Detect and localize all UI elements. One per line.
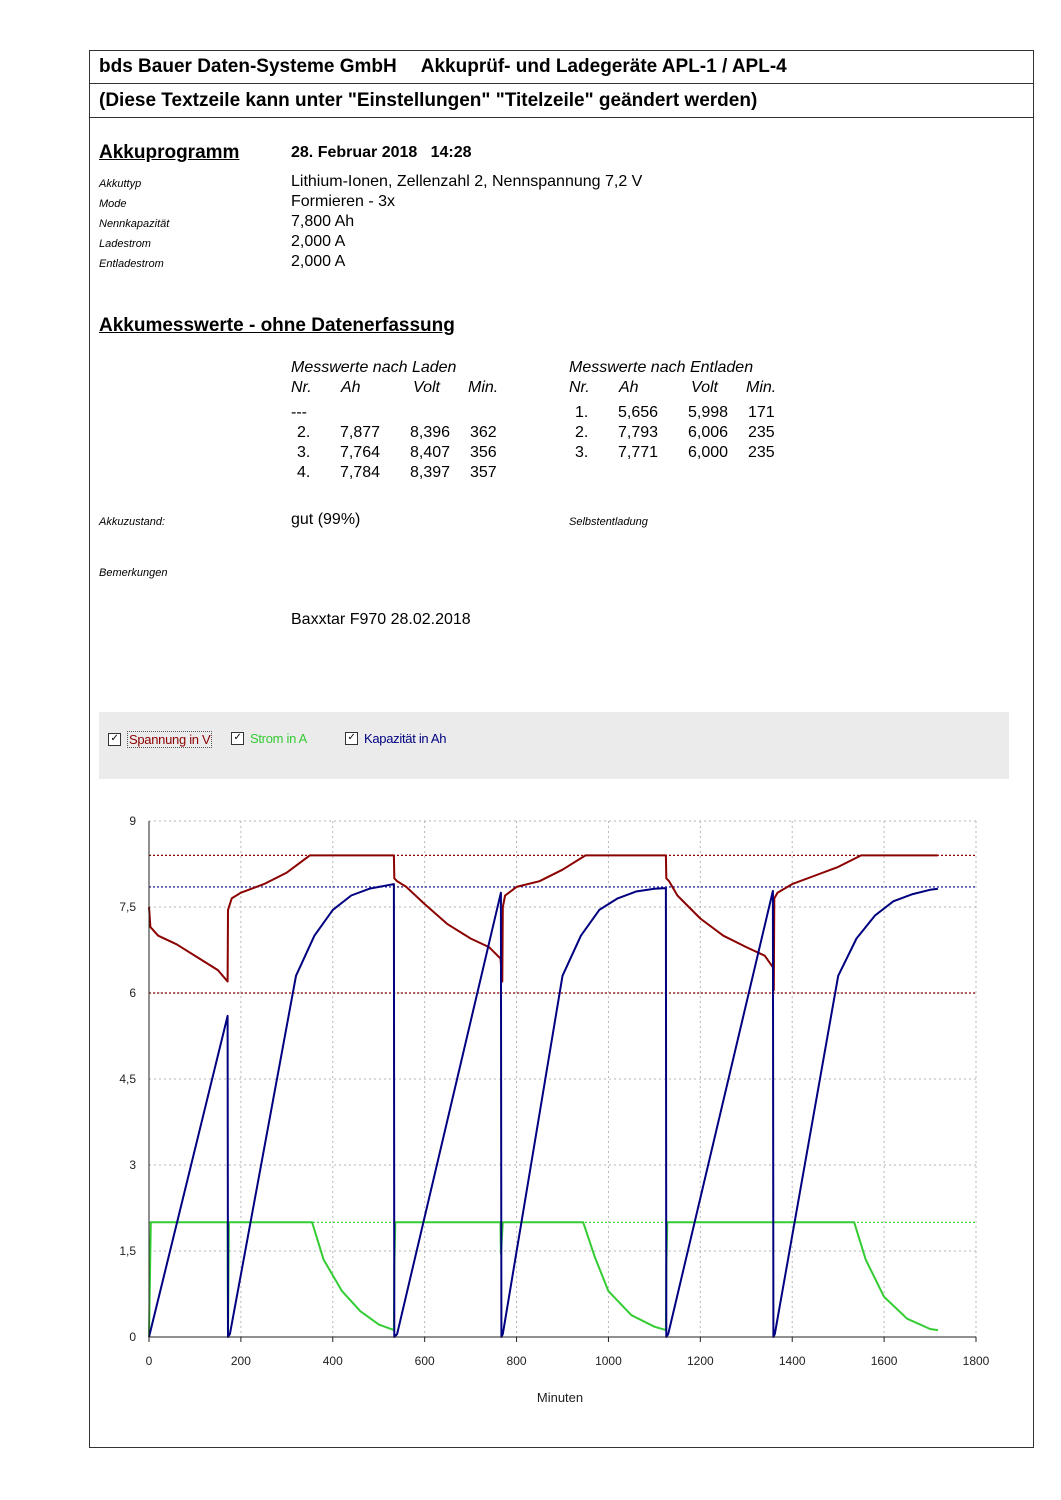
value-nennkapazitaet: 7,800 Ah [291, 213, 355, 230]
label-akkutyp: Akkuttyp [99, 178, 142, 190]
x-tick-label: 400 [322, 1354, 343, 1368]
y-tick-label: 3 [129, 1158, 136, 1172]
x-tick-label: 1000 [595, 1354, 622, 1368]
value-akkutyp: Lithium-Ionen, Zellenzahl 2, Nennspannung 7,2 V [291, 173, 643, 190]
discharge-row-nr: 3. [575, 444, 589, 461]
x-tick-label: 1400 [778, 1354, 806, 1368]
program-datetime: 28. Februar 2018 14:28 [291, 144, 472, 161]
current-checkbox[interactable]: ✓ [231, 732, 244, 745]
voltage-legend-label: Spannung in V [129, 732, 211, 747]
chart-axes [119, 814, 989, 1368]
capacity-legend-label: Kapazität in Ah [364, 731, 447, 746]
charge-row-min: 357 [470, 464, 497, 481]
charge-col-min: Min. [468, 379, 499, 396]
legend-voltage[interactable] [108, 731, 212, 748]
chart-series [149, 855, 938, 1337]
legend-current[interactable] [231, 731, 307, 746]
y-tick-label: 1,5 [119, 1244, 136, 1258]
capacity-checkbox[interactable]: ✓ [345, 732, 358, 745]
charge-row-volt: 8,407 [410, 444, 451, 461]
discharge-row-ah: 5,656 [618, 404, 659, 421]
discharge-row-nr: 2. [575, 424, 589, 441]
program-heading: Akkuprogramm [99, 142, 240, 163]
x-tick-label: 200 [230, 1354, 251, 1368]
value-entladestrom: 2,000 A [291, 253, 346, 270]
chart-grid [149, 821, 976, 1337]
charge-col-nr: Nr. [291, 379, 312, 396]
charge-dash: --- [291, 404, 307, 421]
charge-row-nr: 4. [297, 464, 311, 481]
discharge-row-volt: 5,998 [688, 404, 729, 421]
state-value: gut (99%) [291, 511, 361, 528]
discharge-col-min: Min. [746, 379, 777, 396]
discharge-row-min: 235 [748, 424, 775, 441]
discharge-row-volt: 6,006 [688, 424, 729, 441]
capacity-series-line [149, 884, 938, 1337]
x-tick-label: 0 [145, 1354, 153, 1368]
discharge-row-volt: 6,000 [688, 444, 729, 461]
label-mode: Mode [99, 198, 127, 210]
discharge-row-ah: 7,793 [618, 424, 659, 441]
y-tick-label: 0 [129, 1330, 136, 1344]
y-tick-label: 4,5 [119, 1072, 136, 1086]
discharge-col-ah: Ah [619, 379, 639, 396]
voltage-checkbox[interactable]: ✓ [108, 733, 121, 746]
y-tick-label: 6 [129, 986, 136, 1000]
battery-chart [89, 800, 1033, 1420]
charge-row-nr: 3. [297, 444, 311, 461]
charge-col-ah: Ah [341, 379, 361, 396]
x-tick-label: 1200 [686, 1354, 714, 1368]
current-series-line [149, 1222, 938, 1337]
charge-row-min: 362 [470, 424, 497, 441]
discharge-row-min: 171 [748, 404, 775, 421]
remarks-value: Baxxtar F970 28.02.2018 [291, 611, 471, 628]
charge-row-ah: 7,764 [340, 444, 381, 461]
state-label: Akkuzustand: [99, 516, 166, 528]
label-ladestrom: Ladestrom [99, 238, 151, 250]
x-tick-label: 1800 [962, 1354, 990, 1368]
discharge-row-nr: 1. [575, 404, 589, 421]
remarks-label: Bemerkungen [99, 567, 168, 579]
value-mode: Formieren - 3x [291, 193, 396, 210]
discharge-col-nr: Nr. [569, 379, 590, 396]
label-nennkapazitaet: Nennkapazität [99, 218, 170, 230]
charge-col-volt: Volt [413, 379, 440, 396]
x-tick-label: 800 [506, 1354, 527, 1368]
x-axis-label: Minuten [536, 1390, 584, 1405]
discharge-row-min: 235 [748, 444, 775, 461]
value-ladestrom: 2,000 A [291, 233, 346, 250]
charge-row-min: 356 [470, 444, 497, 461]
charge-row-ah: 7,877 [340, 424, 381, 441]
charge-row-ah: 7,784 [340, 464, 381, 481]
voltage-series-line [149, 855, 938, 990]
company-name: bds Bauer Daten-Systeme GmbH [99, 56, 397, 77]
label-entladestrom: Entladestrom [99, 258, 164, 270]
measurements-heading: Akkumesswerte - ohne Datenerfassung [99, 315, 455, 336]
x-tick-label: 1600 [870, 1354, 898, 1368]
y-tick-label: 7,5 [119, 900, 136, 914]
charge-row-volt: 8,397 [410, 464, 451, 481]
charge-table-title: Messwerte nach Laden [291, 359, 457, 376]
y-tick-label: 9 [129, 814, 136, 828]
discharge-row-ah: 7,771 [618, 444, 659, 461]
product-name: Akkuprüf- und Ladegeräte APL-1 / APL-4 [420, 56, 787, 77]
current-legend-label: Strom in A [250, 731, 307, 746]
header-subtitle: (Diese Textzeile kann unter "Einstellungen" "Titelzeile" geändert werden) [89, 84, 1034, 118]
self-discharge-label: Selbstentladung [569, 516, 648, 528]
discharge-col-volt: Volt [691, 379, 718, 396]
discharge-table-title: Messwerte nach Entladen [569, 359, 754, 376]
charge-row-volt: 8,396 [410, 424, 451, 441]
x-tick-label: 600 [414, 1354, 435, 1368]
charge-row-nr: 2. [297, 424, 311, 441]
legend-capacity[interactable] [345, 731, 446, 746]
header-title-row [89, 50, 1034, 84]
chart-reference-lines [149, 855, 976, 1222]
